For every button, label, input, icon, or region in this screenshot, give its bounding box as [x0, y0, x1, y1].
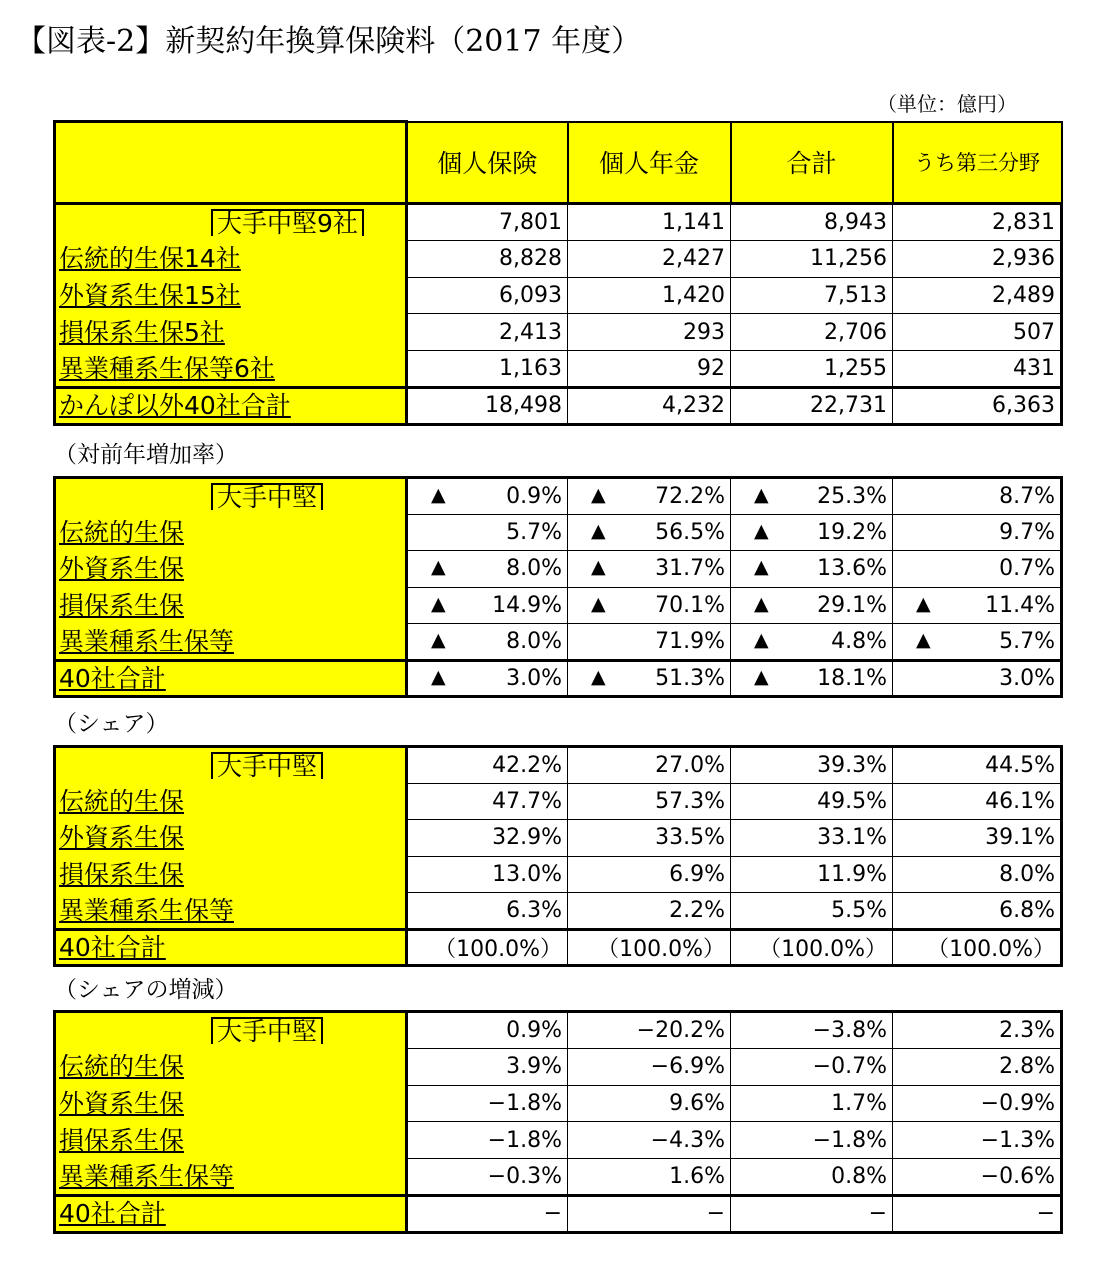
- col-header-total: 合計: [731, 122, 893, 204]
- row-label-text: 損保系生保: [59, 1125, 185, 1155]
- cell-third-sector: 2,936: [893, 240, 1062, 277]
- negative-marker-icon: ▲: [591, 592, 606, 615]
- cell-individual-insurance: [407, 660, 568, 697]
- row-label: [55, 1122, 407, 1159]
- cell-individual-insurance: （100.0%）: [407, 929, 568, 966]
- cell-individual-annuity: 2,427: [568, 240, 731, 277]
- row-label-text: 損保系生保: [59, 590, 185, 620]
- header-corner: [55, 122, 407, 204]
- cell-total: 1,255: [731, 351, 893, 388]
- cell-individual-annuity: −20.2%: [568, 1012, 731, 1049]
- cell-third-sector: −: [893, 1195, 1062, 1232]
- cell-total: −3.8%: [731, 1012, 893, 1049]
- cell-individual-insurance: [407, 624, 568, 661]
- row-label: [55, 1159, 407, 1196]
- negative-marker-icon: ▲: [591, 665, 606, 688]
- cell-value: 4.8%: [831, 628, 887, 654]
- row-label: [55, 1195, 407, 1232]
- cell-third-sector: 0.7%: [893, 551, 1062, 588]
- cell-third-sector: 39.1%: [893, 820, 1062, 857]
- table-row: [55, 514, 1062, 551]
- cell-total: 0.8%: [731, 1159, 893, 1196]
- cell-third-sector: 431: [893, 351, 1062, 388]
- cell-value: 8.0%: [506, 628, 562, 654]
- table-row: [55, 1048, 1062, 1085]
- page-title: 【図表-2】新契約年換算保険料（2017 年度）: [16, 24, 642, 59]
- row-label-text: かんぽ以外40社合計: [59, 391, 291, 421]
- cell-total: [731, 660, 893, 697]
- cell-third-sector: −0.9%: [893, 1085, 1062, 1122]
- cell-third-sector: −0.6%: [893, 1159, 1062, 1196]
- cell-value: 72.2%: [655, 483, 725, 509]
- cell-value: 51.3%: [655, 665, 725, 691]
- cell-individual-annuity: 4,232: [568, 387, 731, 424]
- row-label-text: 外資系生保15社: [59, 280, 241, 310]
- cell-value: 29.1%: [817, 592, 887, 618]
- cell-third-sector: 6.8%: [893, 893, 1062, 930]
- row-label: [55, 478, 407, 515]
- cell-third-sector: 44.5%: [893, 747, 1062, 784]
- cell-individual-insurance: 2,413: [407, 314, 568, 351]
- negative-marker-icon: ▲: [431, 628, 446, 651]
- negative-marker-icon: ▲: [431, 556, 446, 579]
- cell-third-sector: 2.8%: [893, 1048, 1062, 1085]
- row-label: [55, 820, 407, 857]
- cell-individual-annuity: [568, 660, 731, 697]
- negative-marker-icon: ▲: [754, 519, 769, 542]
- row-label: [55, 783, 407, 820]
- cell-total: −1.8%: [731, 1122, 893, 1159]
- cell-individual-annuity: 1,420: [568, 277, 731, 314]
- cell-total: 8,943: [731, 204, 893, 241]
- row-label-text: 大手中堅: [211, 1017, 323, 1044]
- cell-total: （100.0%）: [731, 929, 893, 966]
- cell-individual-annuity: −6.9%: [568, 1048, 731, 1085]
- table-row: [55, 747, 1062, 784]
- table-row: [55, 660, 1062, 697]
- row-label: [55, 929, 407, 966]
- negative-marker-icon: ▲: [754, 556, 769, 579]
- row-label: [55, 277, 407, 314]
- cell-total: [731, 514, 893, 551]
- cell-value: 8.0%: [506, 556, 562, 582]
- col-header-individual-insurance: 個人保険: [407, 122, 568, 204]
- cell-total: 2,706: [731, 314, 893, 351]
- cell-third-sector: [893, 587, 1062, 624]
- cell-value: 11.4%: [985, 592, 1055, 618]
- cell-total: [731, 624, 893, 661]
- row-label-text: 外資系生保: [59, 554, 185, 584]
- row-label: [55, 1085, 407, 1122]
- table-row: [55, 1012, 1062, 1049]
- negative-marker-icon: ▲: [916, 592, 931, 615]
- row-label: [55, 1012, 407, 1049]
- cell-individual-insurance: [407, 587, 568, 624]
- table-row: [55, 624, 1062, 661]
- negative-marker-icon: ▲: [754, 628, 769, 651]
- table-row: [55, 820, 1062, 857]
- row-label: [55, 893, 407, 930]
- cell-third-sector: 8.7%: [893, 478, 1062, 515]
- row-label-text: 伝統的生保14社: [59, 244, 241, 274]
- row-label-text: 異業種系生保等: [59, 895, 235, 925]
- cell-individual-insurance: 47.7%: [407, 783, 568, 820]
- negative-marker-icon: ▲: [754, 592, 769, 615]
- cell-individual-annuity: 6.9%: [568, 856, 731, 893]
- table-row: [55, 1159, 1062, 1196]
- cell-total: 22,731: [731, 387, 893, 424]
- cell-third-sector: [893, 624, 1062, 661]
- cell-third-sector: 3.0%: [893, 660, 1062, 697]
- row-label-text: 異業種系生保等: [59, 626, 235, 656]
- cell-individual-annuity: 71.9%: [568, 624, 731, 661]
- table-row: [55, 856, 1062, 893]
- row-label-text: 40社合計: [59, 663, 166, 693]
- col-header-third-sector: うち第三分野: [893, 122, 1062, 204]
- cell-value: 13.6%: [817, 556, 887, 582]
- cell-individual-annuity: 293: [568, 314, 731, 351]
- cell-individual-annuity: （100.0%）: [568, 929, 731, 966]
- row-label: [55, 204, 407, 241]
- cell-value: 18.1%: [817, 665, 887, 691]
- cell-value: 25.3%: [817, 483, 887, 509]
- table-row: [55, 277, 1062, 314]
- cell-individual-insurance: 3.9%: [407, 1048, 568, 1085]
- cell-third-sector: （100.0%）: [893, 929, 1062, 966]
- cell-total: 11,256: [731, 240, 893, 277]
- cell-individual-insurance: [407, 551, 568, 588]
- cell-total: −0.7%: [731, 1048, 893, 1085]
- cell-individual-annuity: −4.3%: [568, 1122, 731, 1159]
- cell-value: 70.1%: [655, 592, 725, 618]
- cell-individual-insurance: 0.9%: [407, 1012, 568, 1049]
- negative-marker-icon: ▲: [591, 483, 606, 506]
- table-row: [55, 1085, 1062, 1122]
- cell-total: 33.1%: [731, 820, 893, 857]
- cell-individual-insurance: −: [407, 1195, 568, 1232]
- cell-third-sector: −1.3%: [893, 1122, 1062, 1159]
- section-label-growth: （対前年増加率）: [54, 442, 238, 468]
- cell-third-sector: 46.1%: [893, 783, 1062, 820]
- cell-total: [731, 587, 893, 624]
- cell-individual-insurance: 6.3%: [407, 893, 568, 930]
- col-header-individual-annuity: 個人年金: [568, 122, 731, 204]
- share-change-table: [53, 1010, 1063, 1234]
- cell-individual-annuity: 1.6%: [568, 1159, 731, 1196]
- cell-individual-insurance: 32.9%: [407, 820, 568, 857]
- cell-individual-insurance: 1,163: [407, 351, 568, 388]
- row-label-text: 40社合計: [59, 1199, 166, 1229]
- cell-third-sector: 2,489: [893, 277, 1062, 314]
- negative-marker-icon: ▲: [591, 556, 606, 579]
- cell-value: 5.7%: [999, 628, 1055, 654]
- cell-third-sector: 6,363: [893, 387, 1062, 424]
- cell-total: 1.7%: [731, 1085, 893, 1122]
- cell-individual-insurance: −0.3%: [407, 1159, 568, 1196]
- table-row: [55, 351, 1062, 388]
- unit-label: （単位：億円）: [877, 92, 1017, 116]
- row-label: [55, 1048, 407, 1085]
- cell-individual-insurance: −1.8%: [407, 1122, 568, 1159]
- row-label: [55, 240, 407, 277]
- negative-marker-icon: ▲: [431, 483, 446, 506]
- cell-individual-annuity: 2.2%: [568, 893, 731, 930]
- row-label: [55, 624, 407, 661]
- cell-third-sector: 2.3%: [893, 1012, 1062, 1049]
- table-row: [55, 1122, 1062, 1159]
- cell-individual-annuity: [568, 551, 731, 588]
- negative-marker-icon: ▲: [754, 483, 769, 506]
- negative-marker-icon: ▲: [431, 665, 446, 688]
- row-label-text: 大手中堅9社: [211, 209, 364, 236]
- cell-value: 31.7%: [655, 556, 725, 582]
- cell-individual-annuity: [568, 587, 731, 624]
- table-row: [55, 387, 1062, 424]
- row-label: [55, 387, 407, 424]
- negative-marker-icon: ▲: [431, 592, 446, 615]
- cell-individual-annuity: 92: [568, 351, 731, 388]
- share-table: [53, 745, 1063, 967]
- header-row: [55, 122, 1062, 204]
- amount-table: [53, 120, 1063, 426]
- table-row: [55, 783, 1062, 820]
- cell-individual-annuity: [568, 514, 731, 551]
- cell-third-sector: 2,831: [893, 204, 1062, 241]
- cell-value: 19.2%: [817, 519, 887, 545]
- row-label-text: 40社合計: [59, 932, 166, 962]
- table-row: [55, 1195, 1062, 1232]
- table-row: [55, 893, 1062, 930]
- cell-individual-annuity: −: [568, 1195, 731, 1232]
- row-label-text: 大手中堅: [211, 752, 323, 779]
- cell-total: −: [731, 1195, 893, 1232]
- cell-individual-insurance: 42.2%: [407, 747, 568, 784]
- row-label-text: 異業種系生保等6社: [59, 353, 275, 383]
- cell-total: [731, 551, 893, 588]
- cell-total: 7,513: [731, 277, 893, 314]
- negative-marker-icon: ▲: [591, 519, 606, 542]
- cell-total: 5.5%: [731, 893, 893, 930]
- row-label: [55, 660, 407, 697]
- cell-individual-annuity: 27.0%: [568, 747, 731, 784]
- cell-value: 14.9%: [492, 592, 562, 618]
- row-label-text: 伝統的生保: [59, 786, 185, 816]
- cell-third-sector: 507: [893, 314, 1062, 351]
- cell-individual-annuity: 33.5%: [568, 820, 731, 857]
- cell-individual-insurance: 8,828: [407, 240, 568, 277]
- cell-third-sector: 9.7%: [893, 514, 1062, 551]
- table-row: [55, 478, 1062, 515]
- cell-individual-insurance: 7,801: [407, 204, 568, 241]
- row-label-text: 損保系生保5社: [59, 317, 225, 347]
- row-label: [55, 351, 407, 388]
- cell-individual-insurance: [407, 478, 568, 515]
- cell-individual-annuity: [568, 478, 731, 515]
- cell-individual-insurance: 5.7%: [407, 514, 568, 551]
- negative-marker-icon: ▲: [916, 628, 931, 651]
- row-label: [55, 514, 407, 551]
- table-row: [55, 204, 1062, 241]
- cell-individual-annuity: 9.6%: [568, 1085, 731, 1122]
- table-row: [55, 240, 1062, 277]
- row-label-text: 外資系生保: [59, 823, 185, 853]
- negative-marker-icon: ▲: [754, 665, 769, 688]
- cell-value: 3.0%: [506, 665, 562, 691]
- cell-individual-annuity: 1,141: [568, 204, 731, 241]
- row-label-text: 伝統的生保: [59, 1052, 185, 1082]
- row-label: [55, 747, 407, 784]
- row-label-text: 外資系生保: [59, 1088, 185, 1118]
- table-row: [55, 551, 1062, 588]
- table-row: [55, 929, 1062, 966]
- growth-table: [53, 476, 1063, 698]
- cell-total: 49.5%: [731, 783, 893, 820]
- cell-total: 39.3%: [731, 747, 893, 784]
- cell-individual-annuity: 57.3%: [568, 783, 731, 820]
- cell-individual-insurance: 13.0%: [407, 856, 568, 893]
- row-label: [55, 551, 407, 588]
- section-label-share-change: （シェアの増減）: [54, 977, 238, 1003]
- cell-individual-insurance: 18,498: [407, 387, 568, 424]
- row-label-text: 大手中堅: [211, 483, 323, 510]
- cell-total: 11.9%: [731, 856, 893, 893]
- row-label-text: 異業種系生保等: [59, 1161, 235, 1191]
- cell-value: 0.9%: [506, 483, 562, 509]
- row-label-text: 伝統的生保: [59, 517, 185, 547]
- cell-total: [731, 478, 893, 515]
- cell-third-sector: 8.0%: [893, 856, 1062, 893]
- row-label: [55, 314, 407, 351]
- section-label-share: （シェア）: [54, 711, 169, 737]
- row-label-text: 損保系生保: [59, 859, 185, 889]
- table-row: [55, 587, 1062, 624]
- cell-value: 56.5%: [655, 519, 725, 545]
- cell-individual-insurance: −1.8%: [407, 1085, 568, 1122]
- table-row: [55, 314, 1062, 351]
- cell-individual-insurance: 6,093: [407, 277, 568, 314]
- row-label: [55, 587, 407, 624]
- row-label: [55, 856, 407, 893]
